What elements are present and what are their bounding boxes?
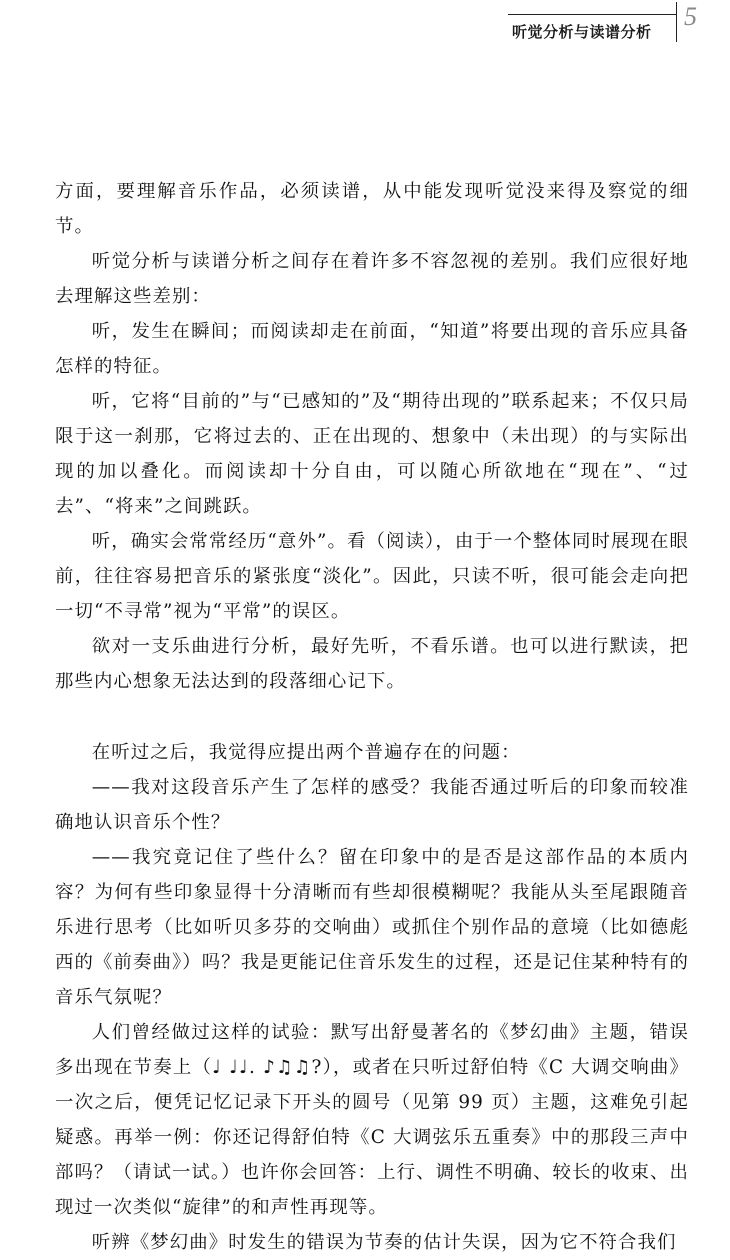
paragraph: 欲对一支乐曲进行分析，最好先听，不看乐谱。也可以进行默读，把那些内心想象无法达到的段落细心记下。: [55, 636, 689, 692]
header-divider: [676, 2, 677, 42]
paragraph: ——我究竟记住了些什么？留在印象中的是否是这部作品的本质内容？为何有些印象显得十分清晰而有些却很模糊呢？我能从头至尾跟随音乐进行思考（比如听贝多芬的交响曲）或抓住个别作品的意境（比如德彪西的《前奏曲》）吗？我是更能记住音乐发生的过程，还是记住某种特有的音乐气氛呢？: [55, 847, 689, 1008]
page-number: 5: [684, 2, 697, 31]
paragraph: 听觉分析与读谱分析之间存在着许多不容忽视的差别。我们应很好地去理解这些差别：: [55, 251, 689, 307]
paragraph: 听，发生在瞬间；而阅读却走在前面，“知道”将要出现的音乐应具备怎样的特征。: [55, 321, 689, 377]
header-rule: [508, 14, 676, 15]
paragraph: 人们曾经做过这样的试验：默写出舒曼著名的《梦幻曲》主题，错误多出现在节奏上（♩ ♩♩. ♪♫♫?），或者在只听过舒伯特《C 大调交响曲》一次之后，便凭记忆记录下开头的圆号（见第 99 页）主题，这难免引起疑惑。再举一例：你还记得舒伯特《C 大调弦乐五重奏》中的那段三声中部吗？（请试一试。）也许你会回答：上行、调性不明确、较长的收束、出现过一次类似“旋律”的和声性再现等。: [55, 1022, 689, 1218]
paragraph: 听，确实会常常经历“意外”。看（阅读），由于一个整体同时展现在眼前，往往容易把音乐的紧张度“淡化”。因此，只读不听，很可能会走向把一切“不寻常”视为“平常”的误区。: [55, 531, 689, 622]
running-title: 听觉分析与读谱分析: [512, 23, 652, 41]
paragraph: 听，它将“目前的”与“已感知的”及“期待出现的”联系起来；不仅只局限于这一刹那，它将过去的、正在出现的、想象中（未出现）的与实际出现的加以叠化。而阅读却十分自由，可以随心所欲地在“现在”、“过去”、“将来”之间跳跃。: [55, 391, 689, 517]
paragraph: ——我对这段音乐产生了怎样的感受？我能否通过听后的印象而较准确地认识音乐个性？: [55, 777, 689, 833]
paragraph: 方面，要理解音乐作品，必须读谱，从中能发现听觉没来得及察觉的细节。: [55, 181, 689, 237]
paragraph: 听辨《梦幻曲》时发生的错误为节奏的估计失误，因为它不符合我们: [91, 1232, 677, 1253]
body-text: [55, 174, 689, 1260]
paragraph: 在听过之后，我觉得应提出两个普遍存在的问题：: [91, 742, 521, 763]
